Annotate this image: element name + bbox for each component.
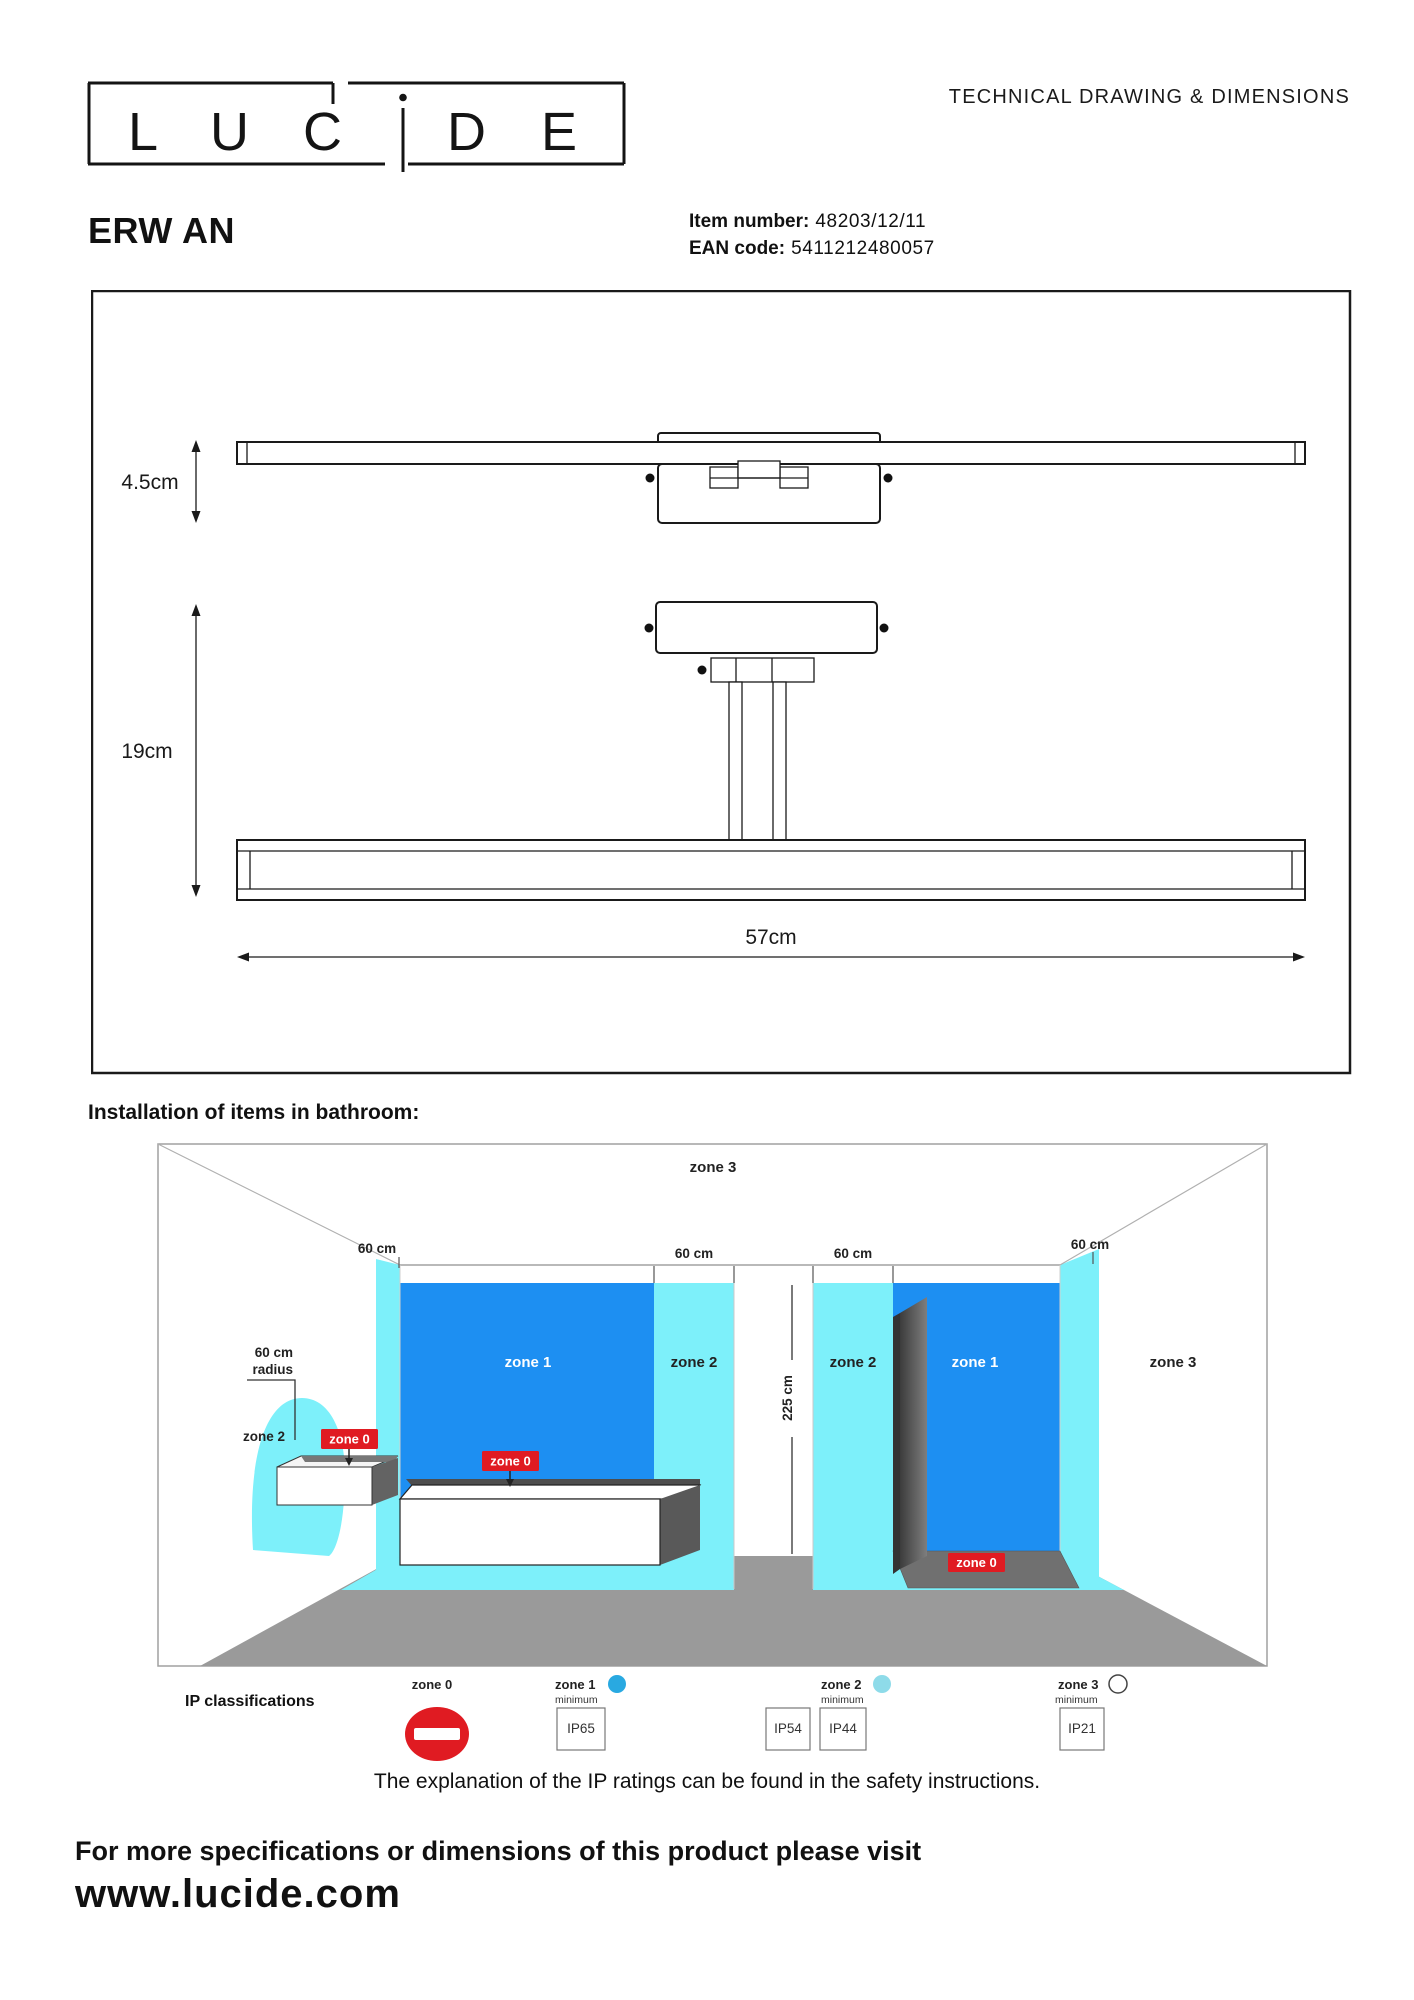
product-name: ERW AN bbox=[88, 210, 235, 251]
item-number-row bbox=[689, 211, 926, 233]
ip44-label: IP44 bbox=[829, 1721, 857, 1736]
badge-label: zone 0 bbox=[490, 1453, 531, 1469]
dim-height-label: 4.5cm bbox=[121, 471, 179, 494]
pivot-bracket bbox=[711, 658, 814, 682]
legend-minimum: minimum bbox=[1055, 1694, 1098, 1706]
ip65-label: IP65 bbox=[567, 1721, 595, 1736]
support-arm-left bbox=[729, 682, 742, 840]
logo-letter: E bbox=[541, 102, 578, 162]
legend-zone3-label: zone 3 bbox=[1058, 1677, 1099, 1692]
screw-icon bbox=[645, 624, 654, 633]
screw-icon bbox=[884, 474, 893, 483]
zone0-badge-shower bbox=[948, 1553, 1005, 1572]
ip-ratings-note: The explanation of the IP ratings can be found in the safety instructions. bbox=[373, 1770, 1041, 1793]
screw-icon bbox=[698, 666, 707, 675]
zone3-dot-icon bbox=[1109, 1675, 1127, 1693]
legend-zone0 bbox=[405, 1677, 469, 1761]
zone2-dot-icon bbox=[873, 1675, 891, 1693]
ean-value: 5411212480057 bbox=[791, 238, 935, 259]
ean-row bbox=[689, 238, 935, 260]
dim-width-label: 57cm bbox=[745, 926, 797, 949]
bathtub-front bbox=[400, 1499, 660, 1565]
bathtub bbox=[400, 1479, 700, 1565]
zone2-label-left: zone 2 bbox=[670, 1354, 718, 1371]
light-bar-front-view bbox=[237, 840, 1305, 900]
badge-label: zone 0 bbox=[956, 1555, 997, 1570]
bathroom-section-heading: Installation of items in bathroom: bbox=[88, 1101, 420, 1124]
bathroom-zones-diagram bbox=[157, 1143, 1268, 1667]
zone3-label-right: zone 3 bbox=[1149, 1354, 1197, 1371]
no-entry-bar bbox=[414, 1728, 460, 1740]
dist-60-label: 60 cm bbox=[833, 1246, 873, 1261]
bathtub-rim bbox=[400, 1485, 700, 1499]
ip21-label: IP21 bbox=[1068, 1721, 1096, 1736]
item-number-label: Item number: bbox=[689, 211, 810, 232]
logo-letter: L bbox=[128, 102, 159, 162]
zone1-label-right: zone 1 bbox=[951, 1354, 999, 1371]
zone2-strip-right bbox=[813, 1283, 893, 1556]
legend-zone3 bbox=[1055, 1675, 1127, 1750]
legend-zone2-label: zone 2 bbox=[821, 1677, 862, 1692]
badge-label: zone 0 bbox=[329, 1431, 370, 1447]
shower-screen bbox=[900, 1297, 927, 1569]
zone2-label-basin: zone 2 bbox=[242, 1429, 286, 1444]
logo-letter: C bbox=[303, 102, 342, 162]
footer-url[interactable]: www.lucide.com bbox=[75, 1872, 401, 1916]
ip54-label: IP54 bbox=[774, 1721, 802, 1736]
dist-60-label: 60 cm bbox=[674, 1246, 714, 1261]
logo-i-dot bbox=[399, 94, 407, 102]
technical-drawing bbox=[91, 290, 1352, 1075]
legend-zone2 bbox=[766, 1675, 891, 1750]
zone1-label-left: zone 1 bbox=[504, 1354, 552, 1371]
zone2-label-right: zone 2 bbox=[829, 1354, 877, 1371]
bracket-center bbox=[738, 461, 780, 478]
washbasin bbox=[277, 1456, 398, 1505]
zone2-sidewall-strip-left bbox=[376, 1259, 400, 1572]
legend-zone1 bbox=[555, 1675, 626, 1750]
lucide-logo bbox=[86, 78, 631, 176]
zone2-sidewall-strip-right bbox=[1060, 1249, 1099, 1582]
washbasin-front bbox=[277, 1467, 372, 1505]
legend-zone0-label: zone 0 bbox=[411, 1677, 453, 1692]
legend-minimum: minimum bbox=[555, 1694, 598, 1706]
radius-label-line2: radius bbox=[252, 1362, 293, 1377]
ip-legend bbox=[75, 1670, 1335, 1765]
ean-label: EAN code: bbox=[689, 238, 786, 259]
wall-plate-front-view bbox=[656, 602, 877, 653]
height-225-label: 225 cm bbox=[780, 1375, 795, 1421]
logo-letter: U bbox=[210, 102, 249, 162]
legend-minimum: minimum bbox=[821, 1694, 864, 1706]
shower-screen-edge bbox=[893, 1313, 900, 1574]
zone1-dot-icon bbox=[608, 1675, 626, 1693]
dist-60-label: 60 cm bbox=[357, 1241, 397, 1256]
support-arm-right bbox=[773, 682, 786, 840]
dist-60-label: 60 cm bbox=[1070, 1237, 1110, 1252]
doc-title: TECHNICAL DRAWING & DIMENSIONS bbox=[948, 86, 1350, 108]
ip-legend-title: IP classifications bbox=[185, 1693, 315, 1710]
item-number-value: 48203/12/11 bbox=[815, 211, 927, 232]
legend-zone1-label: zone 1 bbox=[555, 1677, 596, 1692]
footer-text: For more specifications or dimensions of this product please visit bbox=[75, 1836, 922, 1866]
zone3-label-ceiling: zone 3 bbox=[689, 1159, 737, 1176]
screw-icon bbox=[880, 624, 889, 633]
radius-label-line1: 60 cm bbox=[254, 1345, 293, 1360]
screw-icon bbox=[646, 474, 655, 483]
logo-letter: D bbox=[447, 102, 486, 162]
dim-arm-label: 19cm bbox=[121, 740, 173, 763]
